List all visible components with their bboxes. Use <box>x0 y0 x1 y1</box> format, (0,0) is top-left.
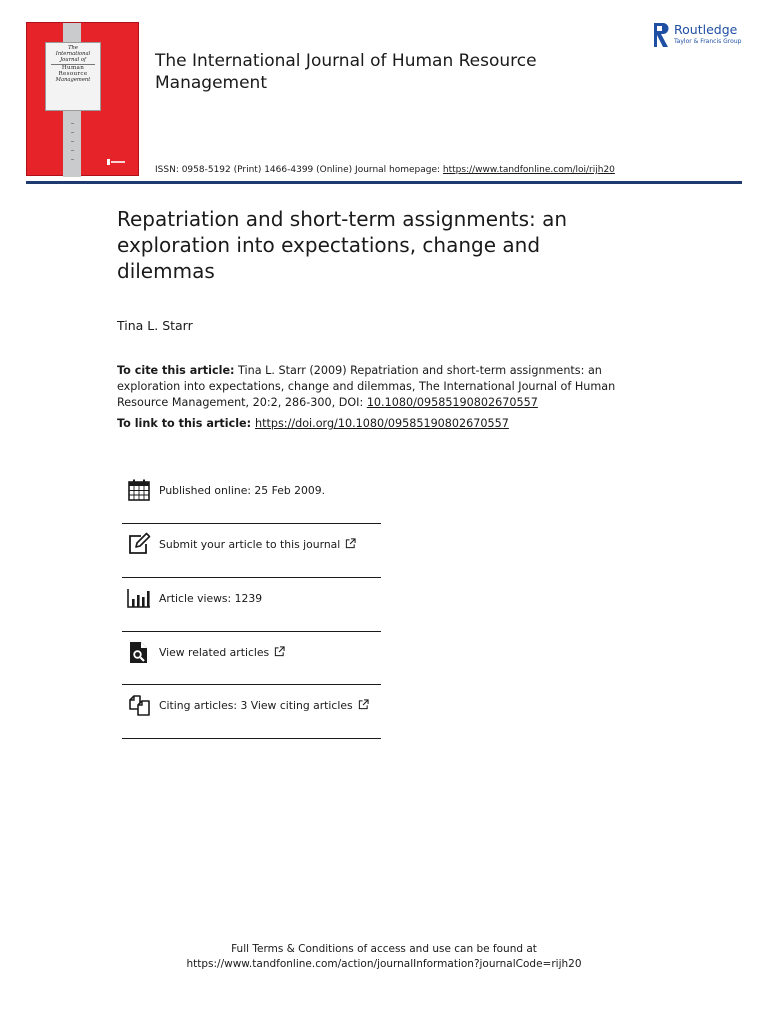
issn-text: ISSN: 0958-5192 (Print) 1466-4399 (Online) Journal homepage: <box>155 165 443 175</box>
submit-article-link[interactable] <box>159 538 356 551</box>
link-block <box>117 416 509 432</box>
terms-line: Full Terms & Conditions of access and use can be found at <box>231 943 537 955</box>
link-label: To link to this article: <box>117 417 255 430</box>
cover-publisher-logo-icon <box>107 159 127 165</box>
cover-decoration <box>71 123 75 168</box>
citing-row[interactable] <box>122 685 381 739</box>
citation-block <box>117 363 637 411</box>
issn-line <box>155 165 615 175</box>
journal-homepage-link[interactable]: https://www.tandfonline.com/loi/rijh20 <box>442 165 615 175</box>
article-title: Repatriation and short-term assignments: an exploration into expectations, change and dilemmas <box>117 207 568 283</box>
article-info-list <box>122 470 381 739</box>
citing-articles-icon <box>127 693 151 717</box>
article-author: Tina L. Starr <box>117 318 193 333</box>
terms-footer <box>0 942 768 972</box>
views-row <box>122 578 381 632</box>
bar-chart-icon <box>127 586 151 610</box>
terms-url[interactable]: https://www.tandfonline.com/action/journalInformation?journalCode=rijh20 <box>186 958 582 970</box>
external-link-icon <box>358 699 369 710</box>
routledge-logo-icon <box>654 22 670 48</box>
submit-row[interactable] <box>122 524 381 578</box>
edit-icon <box>127 532 151 556</box>
external-link-icon <box>274 646 285 657</box>
related-articles-link[interactable] <box>159 646 285 659</box>
journal-cover <box>26 22 139 176</box>
article-doi-link[interactable]: https://doi.org/10.1080/09585190802670557 <box>255 417 509 430</box>
cite-doi-link[interactable]: 10.1080/09585190802670557 <box>366 396 538 409</box>
journal-title: The International Journal of Human Resource Management <box>155 51 537 93</box>
published-row <box>122 470 381 524</box>
calendar-icon <box>127 478 151 502</box>
citing-articles-label: Citing articles: 3 View citing articles <box>159 699 353 712</box>
external-link-icon <box>345 538 356 549</box>
document-search-icon <box>127 640 151 664</box>
cover-label: The International Journal of Human Resource Management <box>45 42 101 111</box>
related-row[interactable] <box>122 632 381 685</box>
cite-label: To cite this article: <box>117 364 235 377</box>
header-divider <box>26 181 742 184</box>
submit-article-label: Submit your article to this journal <box>159 538 341 551</box>
publisher-subname: Taylor & Francis Group <box>674 38 742 45</box>
citing-articles-link[interactable] <box>159 699 369 712</box>
publisher-logo[interactable] <box>654 22 746 50</box>
publisher-name: Routledge <box>674 22 738 37</box>
published-date: Published online: 25 Feb 2009. <box>159 484 326 497</box>
cite-text: Tina L. Starr (2009) Repatriation and short-term assignments: an exploration into expectations, change and dilemmas, The International Journal of Human Resource Management, 20:2, 286-300, DOI: <box>117 364 616 409</box>
related-articles-label: View related articles <box>159 646 270 659</box>
article-views: Article views: 1239 <box>159 592 263 605</box>
